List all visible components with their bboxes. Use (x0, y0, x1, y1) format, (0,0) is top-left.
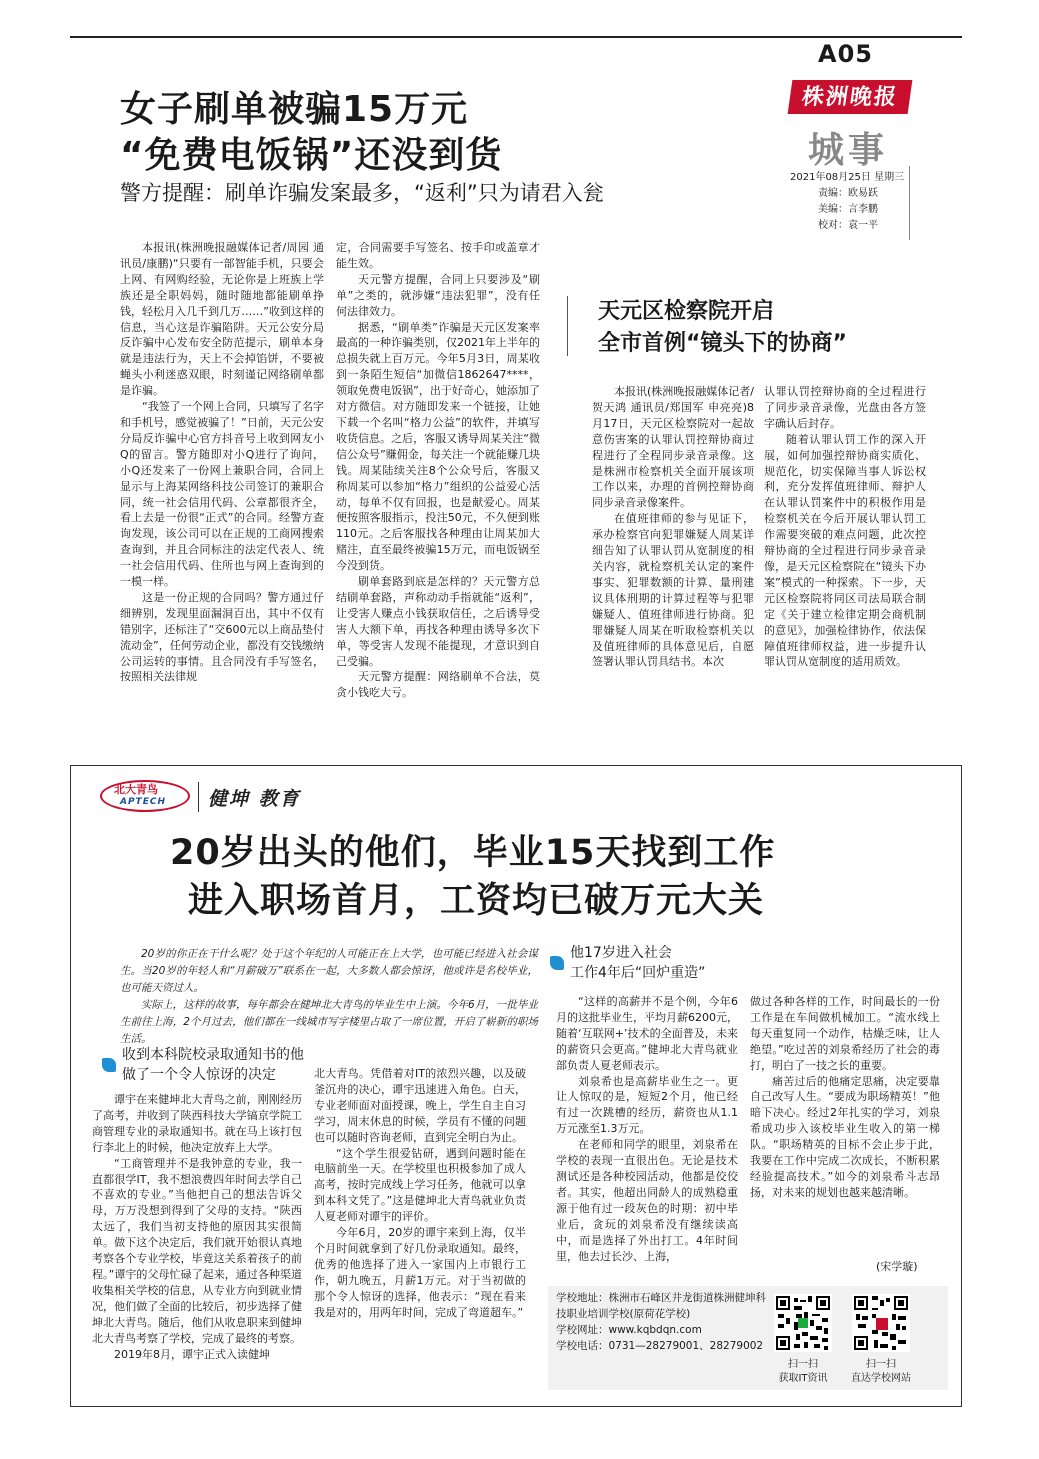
paragraph: 刘泉希也是高薪毕业生之一。更让人惊叹的是，短短2个月，他已经有过一次跳槽的经历，薪资也从1.1万元涨至1.3万元。 (556, 1074, 738, 1136)
sub2-column-2 (750, 994, 940, 1254)
sub1-title-line1: 收到本科院校录取通知书的他 (122, 1047, 304, 1063)
paragraph: 谭宇在来健坤北大青鸟之前，刚刚经历了高考，并收到了陕西科技大学镐京学院工商管理专业的录取通知书。就在马上该打包行李北上的时候，他决定放弃上大学。 (92, 1093, 302, 1154)
article1-subheadline: 警方提醒：刷单诈骗发案最多，“返利”只为请君入瓮 (120, 181, 604, 205)
sub2-title-line1: 他17岁进入社会 (570, 945, 672, 961)
paragraph: “工商管理并不是我钟意的专业，我一直都很学IT，我不想浪费四年时间去学自己不喜欢的专业。”当他把自己的想法告诉父母，万万没想到得到了父母的支持。“陕西太远了，我们当初支持他的原因其实很简单。做下这个决定后，我们就开始很认真地考察各个专业学校，毕竟这关系着孩子的前程。”谭宇的父母忙碌了起来，通过各种渠道收集相关学校的信息，从专业方向到就业情况，他们做了全面的比较后，初步选择了健坤北大青鸟。随后，他们从收息职来到健坤北大青鸟考察了学校，完成了最终的考察。 (92, 1156, 302, 1345)
article1-column-2 (336, 240, 540, 712)
advert-intro (120, 946, 538, 1048)
page-meta (790, 170, 915, 234)
paragraph: 随着认罪认罚工作的深入开展，如何加强控辩协商实质化、规范化，切实保障当事人诉讼权利，充分发挥值班律师、辩护人在认罪认罚案件中的积极作用是检察机关在今后开展认罪认罚工作需要突破的难点问题，此次控辩协商的全过程进行同步录音录像，是天元区检察院在“镜头下办案”模式的一种探索。下一步，天元区检察院将同区司法局联合制定《关于建立检律定期会商机制的意见》，加强检律协作，依法保障值班律师权益，进一步提升认罪认罚从宽制度的适用质效。 (764, 432, 926, 669)
school-info-text (556, 1290, 772, 1354)
sub2-title-line2: 工作4年后“回炉重造” (570, 965, 706, 981)
qr-caption-school-website (836, 1358, 926, 1386)
article2-headline-line1: 天元区检察院开启 (598, 299, 775, 324)
paragraph: 今年6月，20岁的谭宇来到上海，仅半个月时间就拿到了好几份录取通知。最终，优秀的他选择了进入一家国内上市银行工作，朝九晚五，月薪1万元。对于当初做的那个令人惊讶的选择，他表示：“现在看来我是对的，用两年时间，完成了弯道超车。” (314, 1226, 526, 1319)
paragraph: 痛苦过后的他痛定思痛，决定要靠自己改写人生。“要成为职场精英！”他暗下决心。经过2年扎实的学习，刘泉希成功步入该校毕业生收入的第一梯队。“职场精英的目标不会止步于此，我要在工作中完成二次成长，不断积累经验提高技术。”如今的刘泉希斗志昂扬，对未来的规划也越来越清晰。 (750, 1074, 940, 1199)
issue-date: 2021年08月25日 星期三 (790, 172, 905, 183)
article2-headline-line2: 全市首例“镜头下的协商” (598, 331, 847, 356)
paragraph: 天元警方提醒，合同上只要涉及“刷单”之类的，就涉嫌“违法犯罪”，没有任何法律效力。 (336, 272, 540, 318)
article1-headline-line2: “免费电饭锅”还没到货 (120, 135, 503, 176)
qr2-caption-line1: 扫一扫 (866, 1359, 896, 1370)
school-phone: 学校电话：0731—28279001、28279002 (556, 1340, 764, 1352)
sub2-column-1 (556, 994, 738, 1278)
paragraph: 刷单套路到底是怎样的？天元警方总结刷单套路，声称动动手指就能“返利”，让受害人赚点小钱获取信任，之后诱导受害人大额下单，再找各种理由诱导多次下单，等受害人发现不能提现，才意识到自己受骗。 (336, 575, 540, 668)
sub1-title-line2: 做了一个令人惊讶的决定 (122, 1067, 276, 1083)
paragraph: 认罪认罚控辩协商的全过程进行了同步录音录像，光盘由各方签字确认后封存。 (764, 385, 926, 430)
paragraph: 在老师和同学的眼里，刘泉希在学校的表现一直很出色。无论是技术测试还是各种校园活动，他都是佼佼者。其实，他超出同龄人的成熟稳重源于他有过一段灰色的时期：初中毕业后，贪玩的刘泉希没有继续读高中，而是选择了外出打工。4年时间里，他去过长沙、上海， (556, 1138, 738, 1263)
article2-column-2 (764, 384, 926, 704)
sub1-column-2 (314, 1066, 526, 1392)
article2-column-1 (592, 384, 754, 704)
byline: (宋学璇) (876, 1260, 918, 1273)
column-divider (567, 296, 568, 356)
intro-paragraph: 20岁的你正在干什么呢？处于这个年纪的人可能正在上大学，也可能已经进入社会谋生。当20岁的年轻人和“月薪破万”联系在一起，大多数人都会惊讶，他或许是名校毕业，也可能天资过人。 (120, 948, 538, 994)
top-rule (70, 36, 962, 38)
sub1-column-1 (92, 1092, 302, 1392)
school-website: 学校网址：www.kqbdqn.com (556, 1324, 702, 1336)
article1-column-1 (120, 240, 324, 712)
paragraph: 本报讯(株洲晚报融媒体记者/贺天鸿 通讯员/郑国军 申亮亮)8月17日，天元区检察院对一起故意伤害案的认罪认罚控辩协商过程进行了全程同步录音录像。这是株洲市检察机关全面开展该项工作以来，办理的首例控辩协商同步录音录像案件。 (592, 385, 754, 510)
intro-paragraph: 实际上，这样的故事，每年都会在健坤北大青鸟的毕业生中上演。今年6月，一批毕业生前往上海，2个月过去，他们都在一线城市写字楼里占取了一席位置，开启了崭新的职场生活。 (120, 999, 538, 1045)
section-title: 城事 (808, 129, 889, 171)
paragraph: 做过各种各样的工作，时间最长的一份工作是在车间做机械加工。“流水线上每天重复同一个动作，枯燥乏味，让人绝望。”吃过苦的刘泉希经历了社会的毒打，明白了一技之长的重要。 (750, 995, 940, 1072)
paragraph: 在值班律师的参与见证下，承办检察官向犯罪嫌疑人周某详细告知了认罪认罚从宽制度的相关内容，就检察机关认定的案件事实、犯罪数额的计算、量刑建议具体刑期的计算过程等与犯罪嫌疑人、值班律师进行协商。犯罪嫌疑人周某在听取检察机关以及值班律师的具体意见后，自愿签署认罪认罚具结书。本次 (592, 512, 754, 669)
school-logo (100, 778, 360, 816)
qr-code-school-website[interactable] (852, 1294, 910, 1352)
paragraph: 这是一份正规的合同吗？警方通过仔细辨别，发现里面漏洞百出，其中不仅有错别字，还标注了“交600元以上商品垫付流动金”，任何劳动企业，都没有交钱缴纳公司运转的事情。且合同没有手写签名，按照相关法律规 (120, 590, 324, 684)
qr-code-it-news[interactable] (774, 1294, 832, 1352)
subhead-marker-icon (550, 956, 564, 970)
editor-credit: 责编：欧易跃 (818, 188, 878, 199)
logo-slogan: 健坤 教育 (208, 788, 301, 810)
paragraph: 本报讯(株洲晚报融媒体记者/周园 通讯员/康鹏)“只要有一部智能手机，只要会上网、有网购经验，无论你是上班族上学族还是全职妈妈，随时随地都能刷单挣钱，轻松月入几千到几万……”收到这样的信息，当心这是诈骗陷阱。天元公安分局反诈骗中心发布安全防范提示，刷单本身就是违法行为，天上不会掉馅饼，不要被蝇头小利迷惑双眼，时刻谨记网络刷单都是诈骗。 (120, 241, 324, 398)
subhead-marker-icon (102, 1058, 116, 1072)
advert-headline-line2: 进入职场首月，工资均已破万元大关 (188, 881, 765, 921)
qr1-caption-line1: 扫一扫 (788, 1359, 818, 1370)
logo-en-text: APTECH (120, 797, 166, 807)
article1-headline-line1: 女子刷单被骗15万元 (120, 89, 469, 130)
qr1-caption-line2: 获取IT资讯 (778, 1373, 828, 1384)
proofreader-credit: 校对：袁一平 (818, 220, 878, 231)
paragraph: 据悉，“刷单类”诈骗是天元区发案率最高的一种诈骗类别，仅2021年上半年的总损失就上百万元。今年5月3日，周某收到一条陌生短信“加微信1862647****，领取免费电饭锅”，出于好奇心，她添加了对方微信。对方随即发来一个链接，让她下载一个名叫“格力公益”的软件，并填写收货信息。之后，客服又诱导周某关注“微信公众号”赚佣金，每关注一个就能赚几块钱。周某陆续关注8个公众号后，客服又称周某可以参加“格力”组织的公益爱心活动，每单不仅有回报，也是献爱心。周某便按照客服指示，投注50元，不久便到账110元。之后客服找各种理由让周某加大赌注，直至最终被骗15万元，而电饭锅至今没到货。 (336, 320, 540, 573)
paragraph: “这样的高薪并不是个例，今年6月的这批毕业生，平均月薪6200元，随着‘互联网+’技术的全面普及，未来的薪资只会更高。”健坤北大青鸟就业部负责人夏老师表示。 (556, 995, 738, 1072)
advert-headline-line1: 20岁出头的他们，毕业15天找到工作 (170, 833, 776, 873)
paragraph: 天元警方提醒：网络刷单不合法，莫贪小钱吃大亏。 (336, 670, 540, 700)
paragraph: “我签了一个网上合同，只填写了名字和手机号，感觉被骗了！”日前，天元公安分局反诈骗中心官方抖音号上收到网友小Q的留言。警方随即对小Q进行了询问，小Q还发来了一份网上兼职合同，合同上显示与上海某网络科技公司签订的兼职合同，统一社会信用代码、公章都很齐全，看上去是一份很“正式”的合同。经警方查询发现，该公司可以在正规的工商网搜索查询到，并且合同标注的法定代表人、统一社会信用代码、住所也与网上查询到的一模一样。 (120, 400, 324, 589)
paragraph: 2019年8月，谭宇正式入读健坤 (114, 1347, 270, 1361)
paragraph: “这个学生很爱钻研，遇到问题时能在电脑前坐一天。在学校里也积极参加了成人高考，按时完成线上学习任务，他就可以拿到本科文凭了。”这是健坤北大青鸟就业负责人夏老师对谭宇的评价。 (314, 1146, 526, 1224)
school-address: 学校地址：株洲市石峰区井龙街道株洲健坤科技职业培训学校(原荷花学校) (556, 1292, 766, 1320)
paragraph: 定，合同需要手写签名、按手印或盖章才能生效。 (336, 241, 540, 270)
logo-separator (198, 782, 199, 812)
paragraph: 北大青鸟。凭借着对IT的浓烈兴趣，以及破釜沉舟的决心，谭宇迅速进入角色。白天，专业老师面对面授课，晚上，学生自主自习学习，周末休息的时候，学员有不懂的问题也可以随时咨询老师，直到完全明白为止。 (314, 1067, 526, 1144)
page-number: A05 (818, 40, 873, 68)
qr-caption-it-news (758, 1358, 848, 1386)
designer-credit: 美编：言李鹏 (818, 204, 878, 215)
logo-cn-text: 北大青鸟 (114, 783, 158, 796)
qr2-caption-line2: 直达学校网站 (851, 1373, 911, 1384)
masthead-logo: 株洲晚报 (788, 80, 913, 114)
